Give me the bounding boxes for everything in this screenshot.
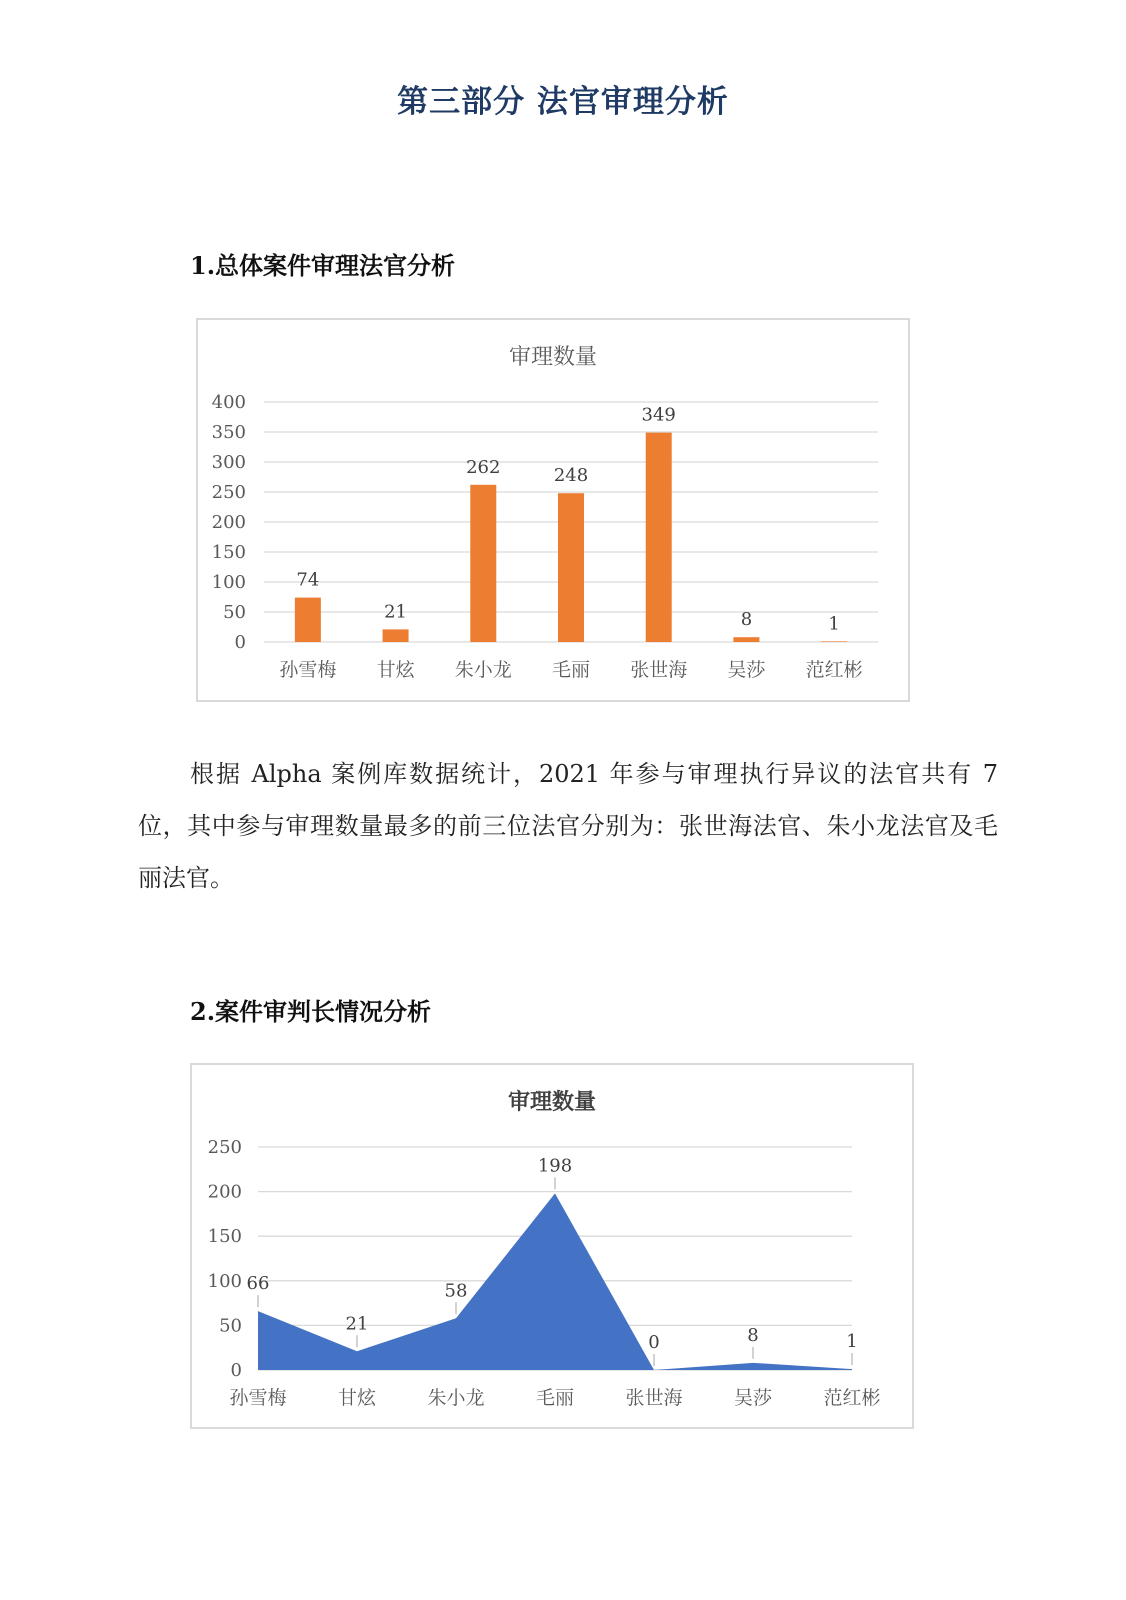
area-data-label: 1 xyxy=(846,1331,858,1353)
bar xyxy=(295,598,321,642)
area-data-label: 21 xyxy=(345,1313,369,1335)
bar-data-label: 349 xyxy=(641,404,676,426)
bar-y-tick-label: 200 xyxy=(211,512,246,533)
area-data-label: 0 xyxy=(648,1332,660,1353)
analysis-paragraph: 根据 Alpha 案例库数据统计，2021 年参与审理执行异议的法官共有 7 位，其中参与审理数量最多的前三位法官分别为：张世海法官、朱小龙法官及毛丽法官。 xyxy=(138,760,998,892)
area-y-tick-label: 250 xyxy=(207,1137,242,1158)
bar-data-label: 21 xyxy=(384,601,408,623)
bar-y-tick-label: 100 xyxy=(211,572,246,593)
area-series xyxy=(258,1193,852,1370)
bar-chart-container xyxy=(196,318,910,702)
section-heading-1: 1.总体案件审理法官分析 xyxy=(190,251,456,280)
section-heading-2: 2.案件审判长情况分析 xyxy=(190,997,432,1026)
bar-y-tick-label: 250 xyxy=(211,482,246,503)
bar-y-tick-label: 300 xyxy=(211,452,246,473)
area-category-label: 张世海 xyxy=(625,1387,683,1409)
bar-category-label: 吴莎 xyxy=(727,659,766,681)
area-data-label: 8 xyxy=(747,1324,759,1346)
bar-data-label: 74 xyxy=(296,569,320,591)
bar-data-label: 1 xyxy=(828,613,840,635)
bar xyxy=(646,433,672,642)
area-category-label: 朱小龙 xyxy=(427,1387,485,1409)
area-category-label: 毛丽 xyxy=(535,1387,575,1409)
area-y-tick-label: 50 xyxy=(219,1315,242,1337)
bar-category-label: 孙雪梅 xyxy=(279,659,337,681)
bar xyxy=(470,485,496,642)
page-title: 第三部分 法官审理分析 xyxy=(397,84,729,120)
bar-y-tick-label: 0 xyxy=(234,632,246,653)
bar xyxy=(558,493,584,642)
bar-data-label: 262 xyxy=(466,456,501,478)
area-y-tick-label: 100 xyxy=(207,1270,242,1292)
bar-chart xyxy=(198,320,908,700)
bar-y-tick-label: 50 xyxy=(223,602,246,623)
bar-data-label: 8 xyxy=(740,609,753,631)
bar-category-label: 张世海 xyxy=(630,659,688,681)
area-chart-container xyxy=(190,1063,914,1429)
bar-category-label: 甘炫 xyxy=(376,659,415,681)
bar-category-label: 朱小龙 xyxy=(454,659,512,681)
bar-y-tick-label: 350 xyxy=(211,422,246,443)
area-category-label: 范红彬 xyxy=(823,1387,881,1409)
area-data-label: 198 xyxy=(537,1155,573,1177)
bar-category-label: 范红彬 xyxy=(805,659,863,681)
bar-data-label: 248 xyxy=(553,465,589,487)
bar xyxy=(733,637,759,642)
area-category-label: 甘炫 xyxy=(337,1387,377,1409)
area-chart-title: 审理数量 xyxy=(507,1089,597,1115)
area-data-label: 66 xyxy=(246,1273,270,1295)
area-y-tick-label: 0 xyxy=(230,1360,242,1381)
bar-y-tick-label: 150 xyxy=(211,542,246,563)
area-data-label: 58 xyxy=(444,1280,468,1302)
area-y-tick-label: 200 xyxy=(207,1181,242,1203)
bar xyxy=(821,641,847,642)
area-category-label: 孙雪梅 xyxy=(229,1387,287,1409)
bar-chart-title: 审理数量 xyxy=(508,345,598,370)
bar-category-label: 毛丽 xyxy=(551,659,591,681)
area-category-label: 吴莎 xyxy=(733,1387,773,1409)
bar xyxy=(383,629,409,642)
area-chart xyxy=(192,1065,912,1427)
bar-y-tick-label: 400 xyxy=(211,392,246,413)
area-y-tick-label: 150 xyxy=(207,1226,242,1248)
